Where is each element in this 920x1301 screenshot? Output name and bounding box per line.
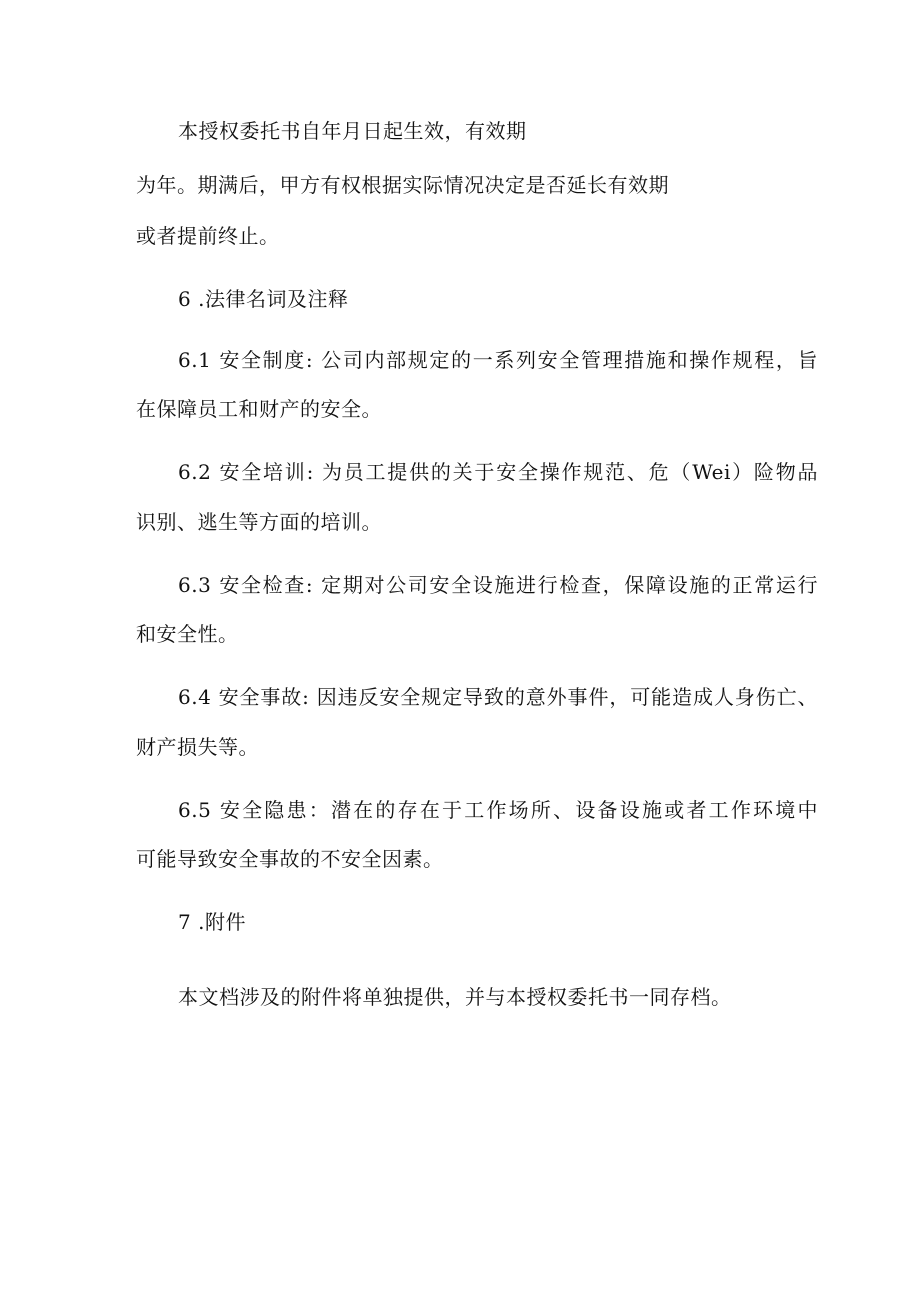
definition-6-2-line-1: 6.2 安全培训: 为员工提供的关于安全操作规范、危（Wei）险物品	[178, 460, 818, 484]
validity-line-1: 本授权委托书自年月日起生效，有效期	[178, 119, 527, 143]
definition-6-5-line-2: 可能导致安全事故的不安全因素。	[136, 847, 444, 871]
definition-6-3-line-2: 和安全性。	[136, 622, 239, 646]
definition-6-1-line-1: 6.1 安全制度: 公司内部规定的一系列安全管理措施和操作规程，旨	[178, 348, 818, 372]
validity-line-3: 或者提前终止。	[136, 224, 280, 248]
definition-6-4-line-2: 财产损失等。	[136, 735, 259, 759]
section-7-heading: 7 .附件	[178, 910, 246, 934]
section-6-heading: 6 .法律名词及注释	[178, 287, 349, 311]
definition-6-2-line-2: 识别、逃生等方面的培训。	[136, 510, 382, 534]
section-7-body: 本文档涉及的附件将单独提供，并与本授权委托书一同存档。	[178, 985, 732, 1009]
definition-6-5-line-1: 6.5 安全隐患：潜在的存在于工作场所、设备设施或者工作环境中	[178, 798, 818, 822]
validity-line-2: 为年。期满后，甲方有权根据实际情况决定是否延长有效期	[136, 173, 669, 197]
definition-6-3-line-1: 6.3 安全检查: 定期对公司安全设施进行检查，保障设施的正常运行	[178, 573, 818, 597]
definition-6-1-line-2: 在保障员工和财产的安全。	[136, 397, 382, 421]
definition-6-4-line-1: 6.4 安全事故: 因违反安全规定导致的意外事件，可能造成人身伤亡、	[178, 685, 818, 709]
